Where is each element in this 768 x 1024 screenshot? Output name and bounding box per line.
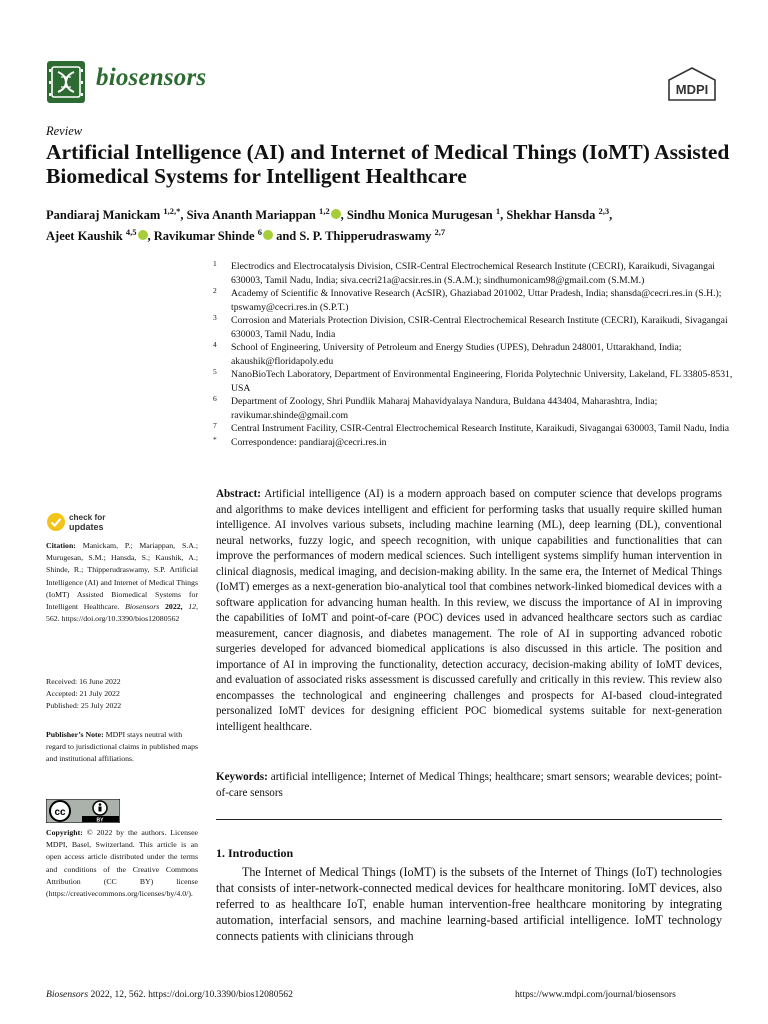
check-updates-line1: check for bbox=[69, 513, 106, 522]
check-updates-label bbox=[69, 514, 105, 531]
author-name: Sindhu Monica Murugesan bbox=[346, 208, 493, 223]
citation-doi-link[interactable]: https://doi.org/10.3390/bios12080562 bbox=[61, 614, 180, 624]
affiliation-number: 6 bbox=[213, 394, 217, 403]
affiliation-item bbox=[213, 341, 733, 368]
received-date: Received: 16 June 2022 bbox=[46, 677, 121, 686]
affiliation-text: Correspondence: pandiaraj@cecri.res.in bbox=[231, 436, 387, 448]
check-for-updates-button[interactable] bbox=[46, 512, 110, 534]
affiliation-text: NanoBioTech Laboratory, Department of Environmental Engineering, Florida Polytechnic University, Lakeland, FL 33805-8531, USA bbox=[231, 369, 733, 394]
affiliation-item bbox=[213, 422, 733, 436]
affiliation-text: Department of Zoology, Shri Pundlik Maharaj Mahavidyalaya Nandura, Buldana 443404, Maharashtra, India; ravikumar.shinde@gmail.com bbox=[231, 396, 658, 421]
affiliation-text: Electrodics and Electrocatalysis Division, CSIR-Central Electrochemical Research Institute (CECRI), Karaikudi, Sivagangai 630003, Tamil Nadu, India; siva.cecri21a@acsir.res.in (S.A.M.); sindhumonicam98@gmail.com (S.M.M.) bbox=[231, 261, 715, 286]
check-updates-icon bbox=[46, 512, 66, 532]
keywords-text: artificial intelligence; Internet of Medical Things; healthcare; smart sensors; wearable devices; point-of-care sensors bbox=[216, 771, 722, 799]
affiliation-text: School of Engineering, University of Petroleum and Energy Studies (UPES), Dehradun 248001, Uttarakhand, India; akaushik@floridapoly.edu bbox=[231, 342, 682, 367]
abstract-text: Artificial intelligence (AI) is a modern approach based on computer science that develops programs and algorithms to make devices intelligent and efficient for performing tasks that usually require skilled human intelligence. AI involves various subsets, including machine learning (ML), deep learning (DL), conventional neural networks, fuzzy logic, and speech recognition, with unique capabilities and functionalities that can improve the performances of modern medical sciences. Such intelligent systems simplify human intervention in clinical diagnosis, medical imaging, and decision-making ability. In the same era, the Internet of Medical Things (IoMT) emerges as a next-generation bio-analytical tool that combines network-linked biomedical devices with a software application for advancing human health. In this review, we discuss the importance of AI in improving the capabilities of IoMT and point-of-care (POC) devices used in advanced healthcare sectors such as cardiac measurement, cancer diagnosis, and diabetes management. The role of AI in supporting advanced robotic surgeries developed for advanced biomedical applications is also discussed in this article. The position and importance of AI in improving the functionality, detection accuracy, decision-making ability of IoMT devices, and evaluation of associated risks assessment is discussed carefully and critically in this review. This review also encompasses the technological and engineering challenges and prospects for AI-based cloud-integrated personalized IoMT devices for designing efficient POC biomedical systems suitable for next-generation intelligent healthcare. bbox=[216, 488, 722, 733]
keywords bbox=[216, 770, 722, 801]
affiliation-number: 7 bbox=[213, 421, 217, 430]
orcid-icon[interactable] bbox=[138, 230, 148, 240]
orcid-icon[interactable] bbox=[331, 209, 341, 219]
affiliation-number: 2 bbox=[213, 286, 217, 295]
citation-block bbox=[46, 540, 198, 625]
author-affiliation-marker: 1 bbox=[495, 206, 501, 216]
author-name: Siva Ananth Mariappan bbox=[186, 208, 316, 223]
citation-journal: Biosensors bbox=[125, 602, 160, 612]
cc-by-license-icon[interactable] bbox=[46, 799, 120, 823]
affiliation-item bbox=[213, 260, 733, 287]
affiliation-text: Corrosion and Materials Protection Division, CSIR-Central Electrochemical Research Institute (CECRI), Karaikudi, Sivagangai 630003, Tamil Nadu, India bbox=[231, 315, 728, 340]
introduction-paragraph: The Internet of Medical Things (IoMT) is the subsets of the Internet of Things (IoT) technologies that consists of inter-network-connected medical devices for healthcare monitoring. IoMT devices, also referred to as healthcare IoT, enable human intervention-free healthcare monitoring by integrating automation, interfacial sensors, and machine learning-based artificial intelligence. IoMT technology connects patients with clinicians through bbox=[216, 865, 722, 943]
article-title: Artificial Intelligence (AI) and Internet of Medical Things (IoMT) Assisted Biomedical Systems for Intelligent Healthcare bbox=[46, 140, 730, 188]
publisher-note bbox=[46, 729, 198, 766]
author-name: Ajeet Kaushik bbox=[46, 229, 123, 244]
footer-journal: Biosensors bbox=[46, 989, 89, 1000]
author-affiliation-marker: 2,3 bbox=[598, 206, 610, 216]
footer-citation bbox=[46, 989, 293, 1000]
abstract bbox=[216, 487, 722, 735]
affiliation-item bbox=[213, 287, 733, 314]
affiliation-number: 4 bbox=[213, 340, 217, 349]
affiliation-text: Academy of Scientific & Innovative Research (AcSIR), Ghaziabad 201002, Uttar Pradesh, India; shansda@cecri.res.in (S.H.); tpswamy@cecri.res.in (S.P.T.) bbox=[231, 288, 722, 313]
author-name: Pandiaraj Manickam bbox=[46, 208, 161, 223]
author-affiliation-marker: 1,2 bbox=[318, 206, 330, 216]
article-type: Review bbox=[46, 124, 83, 138]
affiliation-item bbox=[213, 368, 733, 395]
affiliation-item bbox=[213, 436, 733, 450]
section-divider bbox=[216, 819, 722, 820]
cc-by-label: BY bbox=[96, 817, 104, 823]
affiliation-item bbox=[213, 395, 733, 422]
citation-label: Citation: bbox=[46, 541, 76, 550]
copyright-text: © 2022 by the authors. Licensee MDPI, Basel, Switzerland. This article is an open access article distributed under the terms and conditions of the Creative Commons Attribution (CC BY) license (https://creativecommons.org/licenses/by/4.0/). bbox=[46, 828, 198, 899]
copyright-label: Copyright: bbox=[46, 828, 83, 837]
author-name: S. P. Thipperudraswamy bbox=[299, 229, 432, 244]
svg-text:cc: cc bbox=[54, 807, 66, 818]
author-affiliation-marker: 2,7 bbox=[434, 227, 446, 238]
copyright-block bbox=[46, 827, 198, 900]
footer-journal-link[interactable]: https://www.mdpi.com/journal/biosensors bbox=[515, 989, 676, 1000]
accepted-date: Accepted: 21 July 2022 bbox=[46, 689, 120, 699]
affiliation-number: * bbox=[213, 434, 217, 444]
author-list: Pandiaraj Manickam $^{1,2,*}$, Siva Ananth Mariappan $^{1,2}$ , Sindhu Monica Murugesan $^1$, Shekhar Hansda $^{2,3}$, Ajeet Kaushik $^{4,5}$ , Ravikumar Shinde $^6$ and S. P. Thipperudraswamy $^{2,7}$ bbox=[46, 206, 613, 244]
affiliation-text: Central Instrument Facility, CSIR-Central Electrochemical Research Institute, Karaikudi, Sivagangai 630003, Tamil Nadu, India bbox=[231, 423, 730, 434]
author-name: Shekhar Hansda bbox=[506, 208, 596, 223]
published-date: Published: 25 July 2022 bbox=[46, 701, 122, 711]
affiliation-number: 5 bbox=[213, 367, 217, 376]
affiliation-number: 3 bbox=[213, 313, 217, 322]
affiliation-item bbox=[213, 314, 733, 341]
footer-citation-text: 2022, 12, 562. https://doi.org/10.3390/bios12080562 bbox=[90, 989, 293, 1000]
author-affiliation-marker: 1,2,* bbox=[163, 206, 181, 216]
affiliation-list bbox=[213, 260, 733, 449]
mdpi-logo-text: MDPI bbox=[675, 82, 709, 97]
citation-volume: 12, bbox=[188, 602, 198, 612]
author-name: Ravikumar Shinde bbox=[153, 229, 255, 244]
citation-text: Manickam, P.; Mariappan, S.A.; Murugesan, S.M.; Hansda, S.; Kaushik, A.; Shinde, R.; Thipperudraswamy, S.P. Artificial Intelligence (AI) and Internet of Medical Things (IoMT) Assisted Biomedical Systems for Intelligent Healthcare. bbox=[46, 541, 198, 612]
author-affiliation-marker: 4,5 bbox=[125, 227, 137, 238]
check-updates-line2: updates bbox=[69, 521, 104, 532]
publication-dates bbox=[46, 676, 198, 713]
biosensors-logo-icon bbox=[46, 60, 86, 104]
keywords-label: Keywords: bbox=[216, 771, 268, 783]
orcid-icon[interactable] bbox=[263, 230, 273, 240]
author-affiliation-marker: 6 bbox=[257, 227, 262, 238]
section-heading: 1. Introduction bbox=[216, 846, 294, 860]
citation-year: 2022, bbox=[165, 602, 183, 612]
abstract-label: Abstract: bbox=[216, 488, 261, 500]
publisher-note-label: Publisher’s Note: bbox=[46, 730, 104, 739]
journal-name: biosensors bbox=[96, 64, 207, 91]
affiliation-number: 1 bbox=[213, 259, 217, 268]
publisher-note-text: MDPI stays neutral with regard to jurisdictional claims in published maps and institutional affiliations. bbox=[46, 730, 199, 764]
mdpi-logo-icon bbox=[665, 67, 719, 101]
citation-pages: 562. bbox=[46, 614, 60, 624]
